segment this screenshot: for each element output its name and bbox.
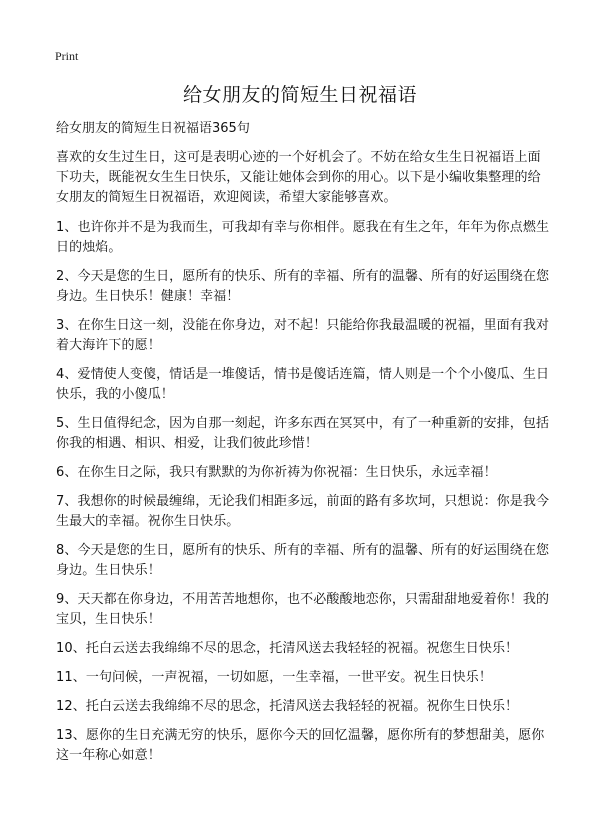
- print-link[interactable]: Print: [55, 49, 79, 63]
- intro-paragraph: 喜欢的女生过生日，这可是表明心迹的一个好机会了。不妨在给女生生日祝福语上面下功夫，既能祝女生生日快乐，又能让她体会到你的用心。以下是小编收集整理的给女朋友的简短生日祝福语，欢迎阅读，希望大家能够喜欢。: [56, 150, 541, 205]
- list-item: 5、生日值得纪念，因为自那一刻起，许多东西在冥冥中，有了一种重新的安排，包括你我的相遇、相识、相爱，让我们彼此珍惜！: [56, 416, 550, 451]
- article-body: [56, 120, 552, 775]
- list-item: 3、在你生日这一刻，没能在你身边，对不起！只能给你我最温暖的祝福，里面有我对着大海许下的愿！: [56, 318, 550, 353]
- list-item: 12、托白云送去我绵绵不尽的思念，托清风送去我轻轻的祝福。祝你生日快乐！: [56, 699, 519, 714]
- list-item: 9、天天都在你身边，不用苦苦地想你，也不必酸酸地恋你，只需甜甜地爱着你！我的宝贝，生日快乐！: [56, 592, 550, 627]
- list-item: 7、我想你的时候最缠绵，无论我们相距多远，前面的路有多坎坷，只想说：你是我今生最大的幸福。祝你生日快乐。: [56, 494, 550, 529]
- list-item: 13、愿你的生日充满无穷的快乐，愿你今天的回忆温馨，愿你所有的梦想甜美，愿你这一年称心如意！: [56, 728, 545, 763]
- page-title: 给女朋友的简短生日祝福语: [182, 84, 417, 106]
- list-item: 10、托白云送去我绵绵不尽的思念，托清风送去我轻轻的祝福。祝您生日快乐！: [56, 641, 519, 656]
- list-item: 6、在你生日之际，我只有默默的为你祈祷为你祝福：生日快乐，永远幸福！: [56, 465, 497, 480]
- list-item: 8、今天是您的生日，愿所有的快乐、所有的幸福、所有的温馨、所有的好运围绕在您身边。生日快乐！: [56, 543, 550, 578]
- list-item: 1、也许你并不是为我而生，可我却有幸与你相伴。愿我在有生之年，年年为你点燃生日的烛焰。: [56, 220, 550, 255]
- list-item: 2、今天是您的生日，愿所有的快乐、所有的幸福、所有的温馨、所有的好运围绕在您身边。生日快乐！健康！幸福！: [56, 269, 550, 304]
- article-subtitle: 给女朋友的简短生日祝福语365句: [56, 121, 250, 136]
- list-item: 11、一句问候，一声祝福，一切如愿，一生幸福，一世平安。祝生日快乐！: [56, 670, 492, 685]
- list-item: 4、爱情使人变傻，情话是一堆傻话，情书是傻话连篇，情人则是一个个小傻瓜、生日快乐，我的小傻瓜！: [56, 367, 550, 402]
